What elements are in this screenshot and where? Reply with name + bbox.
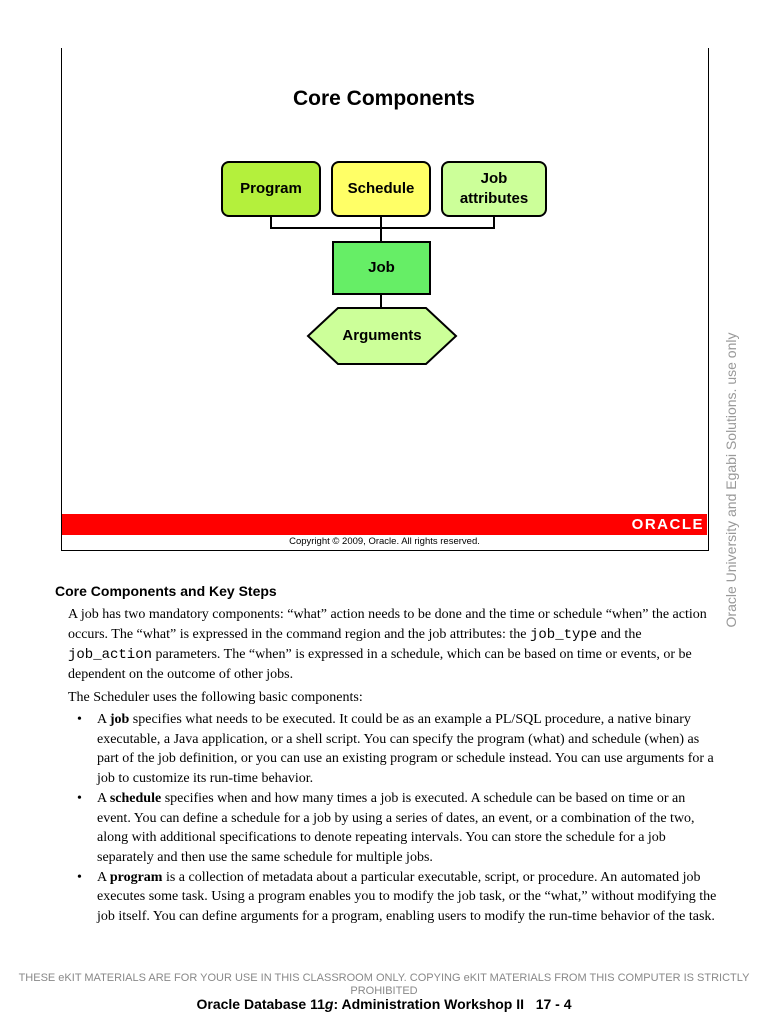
copyright-text: Copyright © 2009, Oracle. All rights reserved. — [289, 536, 480, 547]
connector-to-job — [380, 227, 382, 242]
bullet-text: specifies what needs to be executed. It could be as an example a PL/SQL procedure, a native binary executable, a Java application, or a shell script. You can specify the program (what) and schedule (when) as part of the job definition, or you can use an existing program or schedule instead. You can use arguments for a job to customize its run-time behavior. — [97, 712, 714, 787]
job-attributes-box: Job attributes — [441, 161, 547, 217]
connector-horizontal — [270, 227, 495, 229]
components-list — [68, 710, 718, 927]
list-item-schedule — [68, 789, 718, 868]
bullet: • — [77, 712, 82, 727]
p1-text-a: A job has two mandatory components: “what” action needs to be done and the time or schedule “when” the action occurs. The “what” is expressed in the command region and the job attributes: the — [68, 607, 707, 642]
footer-title-g: g — [324, 996, 334, 1012]
oracle-logo: ORACLE — [631, 516, 704, 533]
notes-heading: Core Components and Key Steps — [55, 583, 277, 599]
bullet: • — [77, 790, 82, 806]
job-box: Job — [332, 241, 431, 295]
term-schedule: schedule — [109, 790, 162, 806]
bullet-text: specifies when and how many times a job is executed. A schedule can be based on time or an event. You can define a schedule for a job by using a series of dates, an event, or a combination of the two, along with additional specifications to denote repeating intervals. You can store the schedule for a job separately and then use the same schedule for multiple jobs. — [97, 790, 695, 865]
p1-text-c: parameters. The “when” is expressed in a schedule, which can be based on time or events, or be dependent on the outcome of other jobs. — [68, 647, 692, 682]
footer-title — [0, 996, 768, 1012]
footer-title-prefix: Oracle Database 11 — [196, 996, 325, 1012]
code-job-action: job_action — [68, 647, 153, 663]
term-program: program — [109, 869, 163, 885]
bullet-lead: A — [97, 790, 110, 806]
schedule-box: Schedule — [331, 161, 431, 217]
code-job-type: job_type — [530, 627, 598, 643]
list-item-job — [68, 710, 718, 789]
bullet: • — [77, 869, 82, 885]
term-job: job — [109, 712, 130, 727]
footer-title-suffix: : Administration Workshop II — [333, 996, 525, 1012]
arguments-label: Arguments — [342, 327, 422, 344]
bullet-lead: A — [97, 869, 110, 885]
slide-title: Core Components — [292, 87, 475, 110]
bullet-text: is a collection of metadata about a particular executable, script, or procedure. An automated job executes some task. Using a program enables you to modify the job task, or the “what,” without modifying the job itself. You can define arguments for a program, enabling users to modify the run-time behavior of the task. — [97, 869, 717, 925]
slide-footer-bar — [62, 514, 707, 535]
side-watermark: Oracle University and Egabi Solutions. use only — [723, 332, 739, 628]
program-box: Program — [221, 161, 321, 217]
list-item-program — [68, 868, 718, 927]
notes-paragraph-2: The Scheduler uses the following basic components: — [68, 690, 363, 705]
bullet-lead: A — [97, 712, 110, 727]
slide-frame — [61, 48, 709, 551]
ekit-notice: THESE eKIT MATERIALS ARE FOR YOUR USE IN THIS CLASSROOM ONLY. COPYING eKIT MATERIALS FROM THIS COMPUTER IS STRICTLY PROHIBITED — [18, 972, 750, 997]
notes-paragraph-1 — [68, 605, 718, 685]
p1-text-b: and the — [597, 627, 642, 642]
page-number: 17 - 4 — [535, 996, 572, 1012]
